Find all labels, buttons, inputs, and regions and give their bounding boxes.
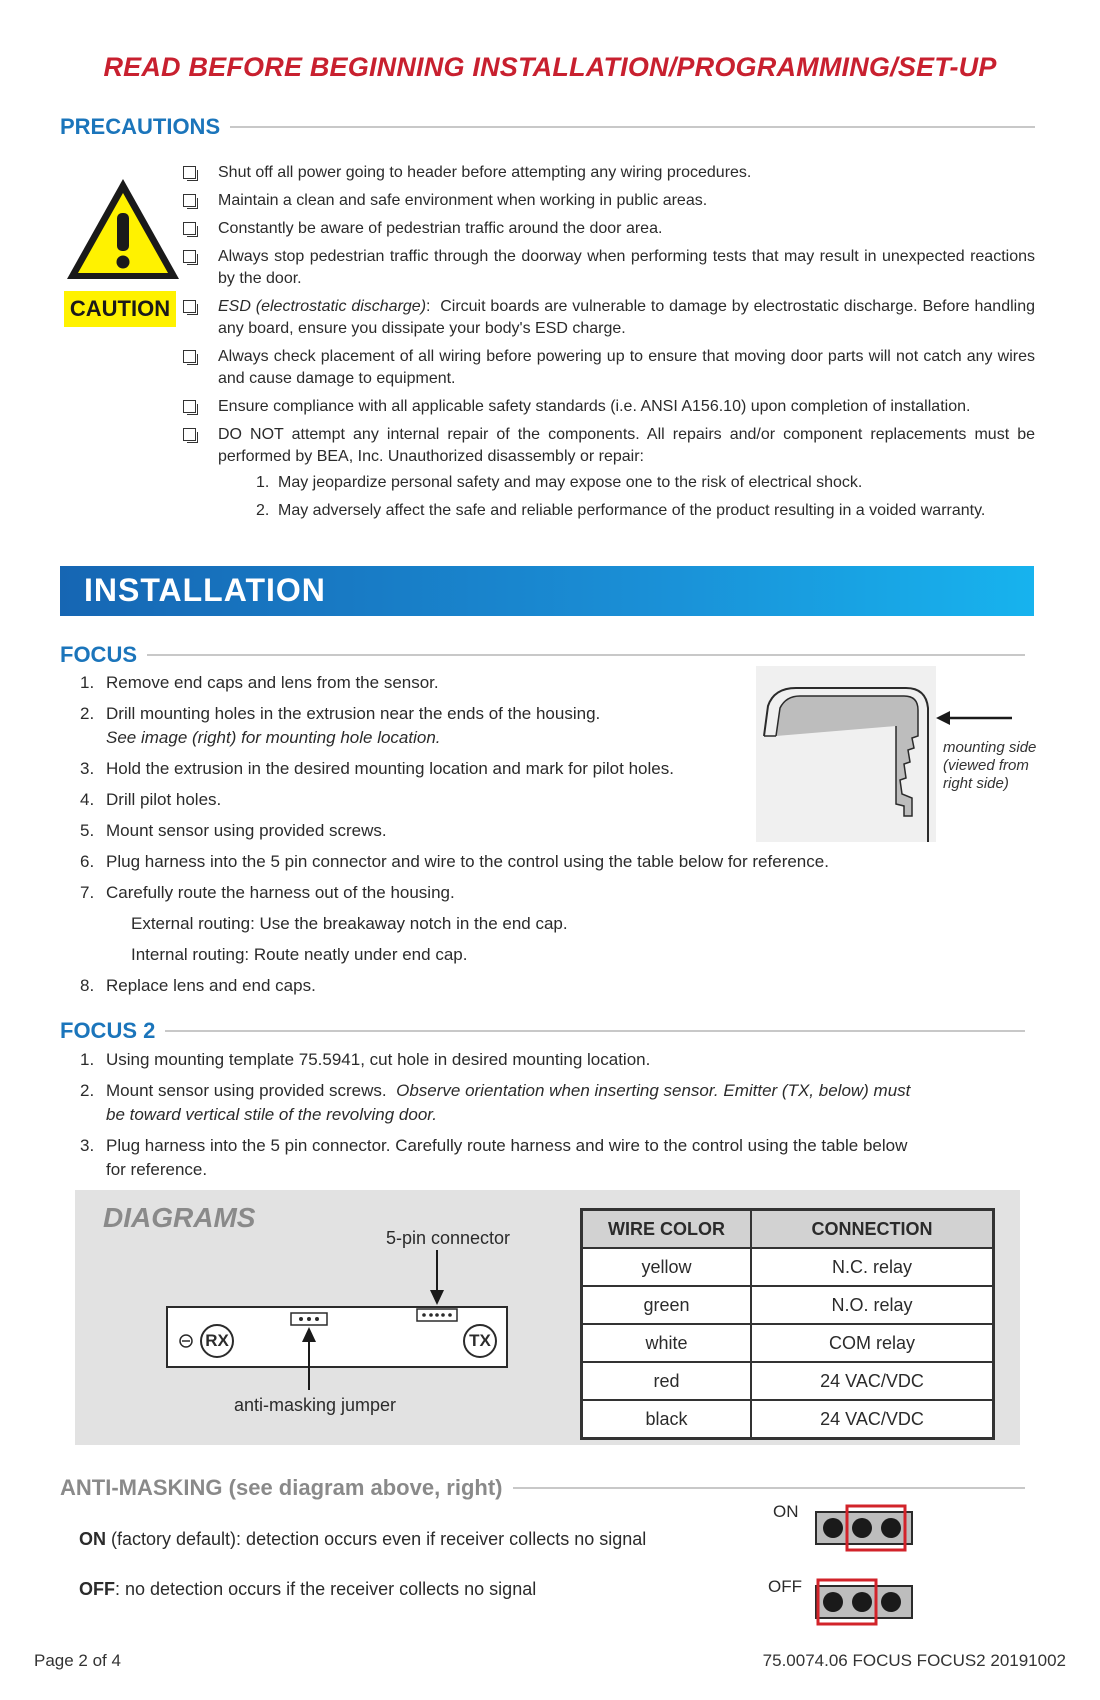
connector-label: 5-pin connector — [385, 1228, 511, 1248]
checkbox-icon — [183, 222, 196, 235]
rx-label: RX — [205, 1331, 229, 1350]
checkbox-icon — [183, 400, 196, 413]
list-item: DO NOT attempt any internal repair of the components. All repairs and/or component replacements must be performed by BEA, Inc. Unauthorized disassembly or repair: 1. May jeopardize personal safety and may expose one to the risk of electrical shock. 2. May adversely affect the safe and reliable performance of the product resulting in a voided warranty. — [180, 424, 1035, 522]
focus-steps: 1. Remove end caps and lens from the sensor. 2. Drill mounting holes in the extrusion near the ends of the housing. See image (right) for mounting hole location. 3. Hold the extrusion in the desired mounting location and mark for pilot holes. 4. Drill pilot holes. 5. Mount sensor using provided screws. 6. Plug harness into the 5 pin connector and wire to the control using the table below for reference. 7. Carefully route the harness out of the housing. External routing: Use the breakaway notch in the end cap. Internal routing: Route neatly under end cap. 8. Replace lens and end caps. — [80, 673, 829, 995]
jumper-off-label: OFF — [768, 1577, 802, 1596]
focus-label: FOCUS — [60, 642, 137, 667]
wire-color-table — [580, 1208, 995, 1440]
precautions-heading — [60, 114, 1035, 140]
section-rule — [165, 1030, 1025, 1032]
caution-label: CAUTION — [64, 291, 176, 327]
anti-masking-on-desc: ON (factory default): detection occurs even if receiver collects no signal — [79, 1529, 647, 1549]
section-rule — [147, 654, 1025, 656]
table-row: red 24 VAC/VDC — [582, 1362, 994, 1400]
checkbox-icon — [183, 300, 196, 313]
jumper-label: anti-masking jumper — [233, 1395, 397, 1415]
section-rule — [230, 126, 1035, 128]
jumper-on-label: ON — [773, 1502, 799, 1521]
table-row: green N.O. relay — [582, 1286, 994, 1324]
jumper-off-diagram — [810, 1576, 920, 1626]
column-header: CONNECTION — [751, 1210, 994, 1249]
arrow-down-icon — [430, 1290, 444, 1305]
focus2-heading — [60, 1018, 1025, 1044]
table-row: black 24 VAC/VDC — [582, 1400, 994, 1439]
sensor-board-diagram — [165, 1250, 515, 1400]
list-item: Constantly be aware of pedestrian traffic around the door area. — [180, 218, 1035, 240]
checkbox-icon — [183, 250, 196, 263]
installation-banner — [60, 566, 1034, 616]
anti-masking-off-desc: OFF: no detection occurs if the receiver collects no signal — [79, 1579, 537, 1599]
list-item: Ensure compliance with all applicable safety standards (i.e. ANSI A156.10) upon completion of installation. — [180, 396, 1035, 418]
section-rule — [513, 1487, 1025, 1489]
diagrams-title: DIAGRAMS — [103, 1202, 256, 1233]
jumper-on-diagram — [810, 1502, 920, 1552]
mounting-side-note: mounting side (viewed from right side) — [943, 739, 1037, 792]
focus-heading — [60, 642, 1025, 668]
list-item: Always stop pedestrian traffic through the doorway when performing tests that may result in unexpected reactions by the door. — [180, 246, 1035, 290]
table-row: white COM relay — [582, 1324, 994, 1362]
page-number: Page 2 of 4 — [34, 1651, 121, 1670]
precautions-list — [180, 162, 1035, 528]
focus2-label: FOCUS 2 — [60, 1018, 156, 1043]
checkbox-icon — [183, 166, 196, 179]
list-item: Maintain a clean and safe environment when working in public areas. — [180, 190, 1035, 212]
installation-title: INSTALLATION — [84, 572, 326, 608]
arrow-left-icon — [936, 708, 1012, 728]
extrusion-profile-drawing — [756, 666, 936, 842]
focus2-steps: 1. Using mounting template 75.5941, cut hole in desired mounting location. 2. Mount sensor using provided screws. Observe orientation when inserting sensor. Emitter (TX, below) must be toward vertical stile of the revolving door. 3. Plug harness into the 5 pin connector. Carefully route harness and wire to the control using the table below for reference. — [80, 1050, 911, 1179]
warning-triangle-icon — [63, 175, 183, 285]
sublist — [218, 472, 1035, 522]
anti-masking-label: ANTI-MASKING (see diagram above, right) — [60, 1475, 503, 1500]
anti-masking-heading — [60, 1475, 1025, 1501]
checkbox-icon — [183, 428, 196, 441]
precautions-label: PRECAUTIONS — [60, 114, 221, 139]
list-item: Always check placement of all wiring before powering up to ensure that moving door parts will not catch any wires and cause damage to equipment. — [180, 346, 1035, 390]
extrusion-profile-image — [756, 666, 936, 842]
column-header: WIRE COLOR — [582, 1210, 752, 1249]
page-title: READ BEFORE BEGINNING INSTALLATION/PROGRAMMING/SET-UP — [103, 52, 997, 82]
sublist-item: 1. May jeopardize personal safety and may expose one to the risk of electrical shock. — [256, 474, 863, 491]
tx-label: TX — [469, 1331, 491, 1350]
list-item: Shut off all power going to header before attempting any wiring procedures. — [180, 162, 1035, 184]
checkbox-icon — [183, 194, 196, 207]
checkbox-icon — [183, 350, 196, 363]
document-id: 75.0074.06 FOCUS FOCUS2 20191002 — [762, 1651, 1066, 1670]
table-row: yellow N.C. relay — [582, 1248, 994, 1286]
sublist-item: 2. May adversely affect the safe and reliable performance of the product resulting in a voided warranty. — [256, 502, 986, 519]
table-header-row — [582, 1210, 994, 1249]
esd-prefix: ESD (electrostatic discharge) — [218, 298, 427, 315]
list-item: ESD (electrostatic discharge): Circuit boards are vulnerable to damage by electrostatic discharge. Before handling any board, ensure you dissipate your body's ESD charge. — [180, 296, 1035, 340]
